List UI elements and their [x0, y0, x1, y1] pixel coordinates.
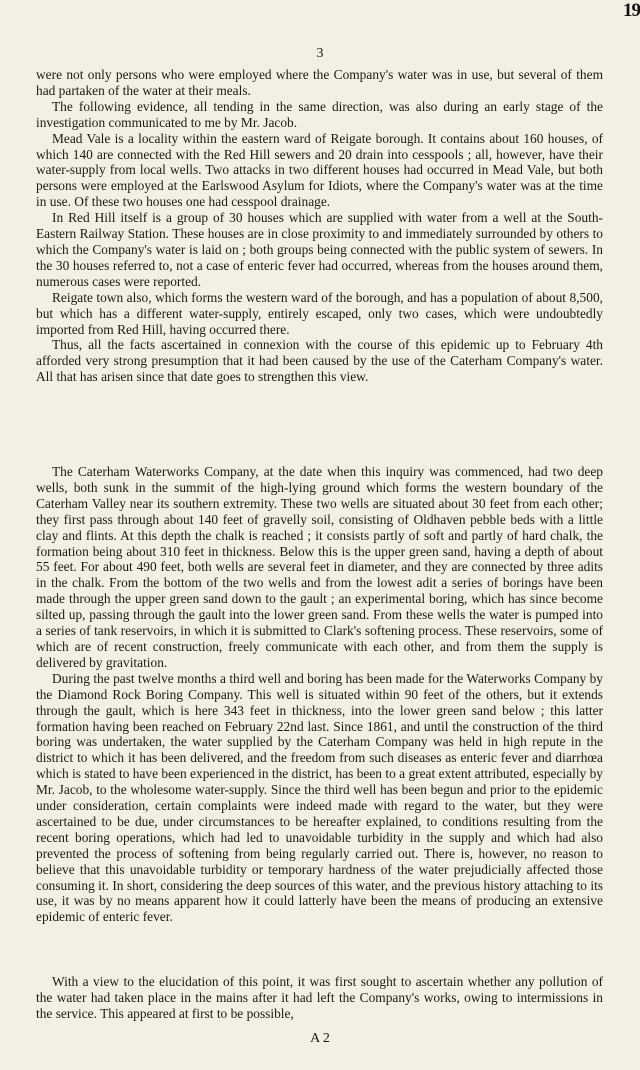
section-waterworks-description	[36, 464, 603, 925]
corner-page-mark: 19	[623, 0, 640, 21]
signature-mark: A 2	[310, 1031, 330, 1046]
paragraph: Thus, all the facts ascertained in connexion with the course of this epidemic up to February 4th afforded very strong presumption that it had been caused by the use of the Caterham Company's water. All that has arisen since that date goes to strengthen this view.	[36, 337, 603, 385]
section-mains-pollution	[36, 974, 603, 1022]
paragraph: During the past twelve months a third well and boring has been made for the Waterworks Company by the Diamond Rock Boring Company. This well is situated within 90 feet of the others, but it extends through the gault, which is here 343 feet in thickness, into the lower green sand below ; this latter formation having been reached on February 22nd last. Since 1861, and until the construction of the third boring was undertaken, the water supplied by the Caterham Company was held in high repute in the district to which it has been delivered, and the freedom from such diseases as enteric fever and diarrhœa which is stated to have been experienced in the district, has been to a great extent attributed, especially by Mr. Jacob, to the wholesome water-supply. Since the third well has been begun and prior to the epidemic under consideration, certain complaints were indeed made with regard to the water, but they were ascertained to be due, under circumstances to be hereafter explained, to conditions resulting from the recent boring operations, which had led to unavoidable turbidity in the supply and which had also prevented the process of softening from being regularly carried out. There is, however, no reason to believe that this unavoidable turbidity or temporary hardness of the water prejudicially affected those consuming it. In short, considering the deep sources of this water, and the previous history attaching to its use, it was by no means apparent how it could latterly have been the means of producing an extensive epidemic of enteric fever.	[36, 670, 603, 925]
paragraph: In Red Hill itself is a group of 30 houses which are supplied with water from a well at the South-Eastern Railway Station. These houses are in close proximity to and immediately surrounded by others to which the Company's water is laid on ; both groups being connected with the public system of sewers. In the 30 houses referred to, not a case of enteric fever had occurred, whereas from the houses around them, numerous cases were reported.	[36, 210, 603, 289]
paragraph: were not only persons who were employed where the Company's water was in use, but several of them had partaken of the water at their meals.	[36, 67, 603, 98]
paragraph: Mead Vale is a locality within the eastern ward of Reigate borough. It contains about 160 houses, of which 140 are connected with the Red Hill sewers and 20 drain into cesspools ; all, however, have their water-supply from local wells. Two attacks in two different houses had occurred in Mead Vale, but both persons were employed at the Earlswood Asylum for Idiots, where the Company's water was at the time in use. Of these two houses one had cesspool drainage.	[36, 130, 603, 210]
paragraph: The following evidence, all tending in the same direction, was also during an early stage of the investigation communicated to me by Mr. Jacob.	[36, 98, 603, 130]
paragraph: Reigate town also, which forms the western ward of the borough, and has a population of about 8,500, but which has a different water-supply, entirely escaped, only two cases, which were undoubtedly imported from Red Hill, having occurred there.	[36, 289, 603, 337]
paragraph: With a view to the elucidation of this point, it was first sought to ascertain whether any pollution of the water had taken place in the mains after it had left the Company's works, owing to intermissions in the service. This appeared at first to be possible,	[36, 974, 603, 1021]
section-epidemic-evidence	[36, 67, 603, 385]
page-number: 3	[316, 46, 324, 61]
paragraph: The Caterham Waterworks Company, at the date when this inquiry was commenced, had two deep wells, both sunk in the summit of the high-lying ground which forms the western boundary of the Caterham Valley near its southern extremity. These two wells are situated about 30 feet from each other; they first pass through about 140 feet of gravelly soil, consisting of Oldhaven pebble beds with a little clay and flints. At this depth the chalk is reached ; it consists partly of soft and partly of hard chalk, the formation being about 310 feet in thickness. Below this is the upper green sand, having a depth of about 55 feet. For about 490 feet, both wells are several feet in diameter, and they are connected by three adits in the chalk. From the bottom of the two wells and from the lowest adit a series of borings have been made through the upper green sand down to the gault ; an experimental boring, which has since become silted up, passing through the gault into the lower green sand. From these wells the water is pumped into a series of tank reservoirs, in which it is submitted to Clark's softening process. These reservoirs, some of which are of recent construction, freely communicate with each other, and from them the supply is delivered by gravitation.	[36, 464, 603, 670]
